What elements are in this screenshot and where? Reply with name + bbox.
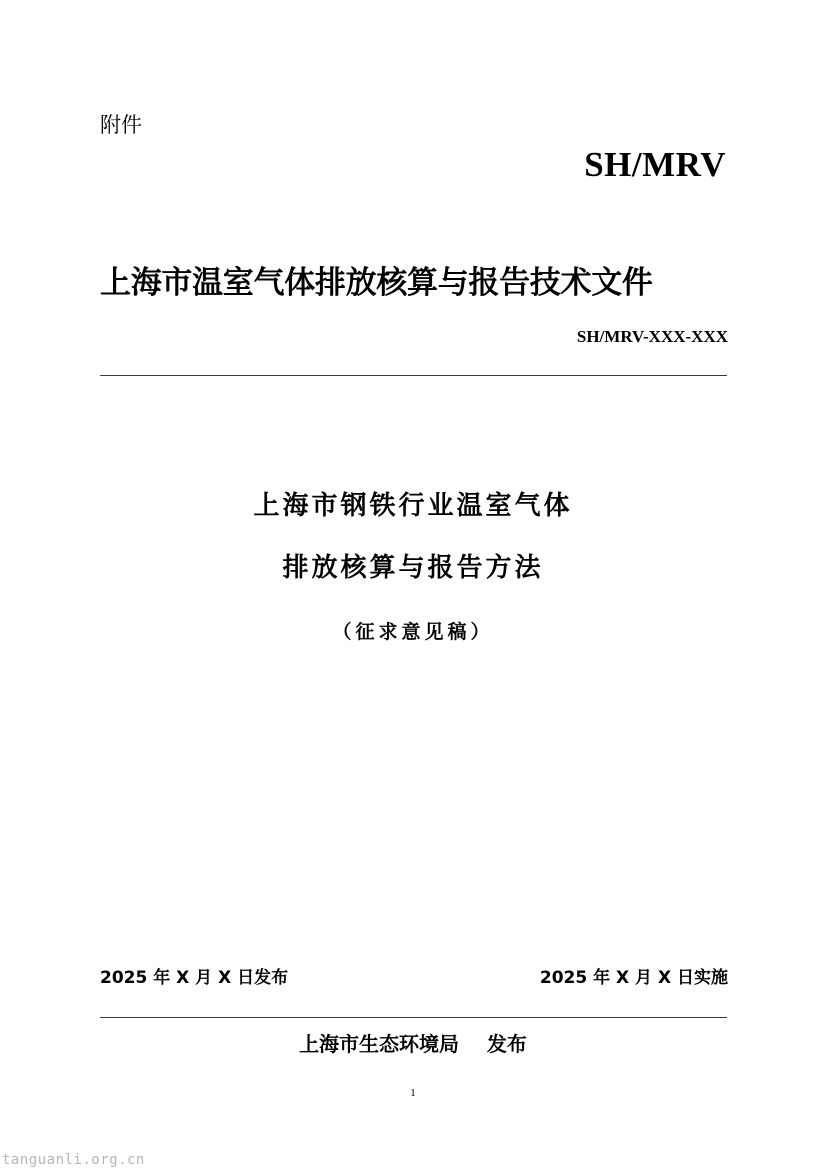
series-code: SH/MRV [584, 145, 726, 184]
document-number: SH/MRV-XXX-XXX [576, 327, 728, 346]
effective-date: 2025 年 X 月 X 日实施 [539, 968, 728, 988]
publisher-line: 上海市生态环境局 发布 [299, 1032, 527, 1056]
bottom-divider [100, 1017, 727, 1018]
subject-title-line-2: 排放核算与报告方法 [282, 553, 544, 583]
draft-note: （征求意见稿） [332, 621, 494, 643]
page-number: 1 [410, 1087, 416, 1099]
top-divider [100, 375, 727, 376]
attachment-label: 附件 [100, 113, 142, 137]
issue-date: 2025 年 X 月 X 日发布 [100, 968, 289, 988]
subject-title-line-1: 上海市钢铁行业温室气体 [253, 491, 573, 521]
main-title: 上海市温室气体排放核算与报告技术文件 [100, 265, 653, 301]
watermark: tanguanli.org.cn [2, 1152, 145, 1168]
